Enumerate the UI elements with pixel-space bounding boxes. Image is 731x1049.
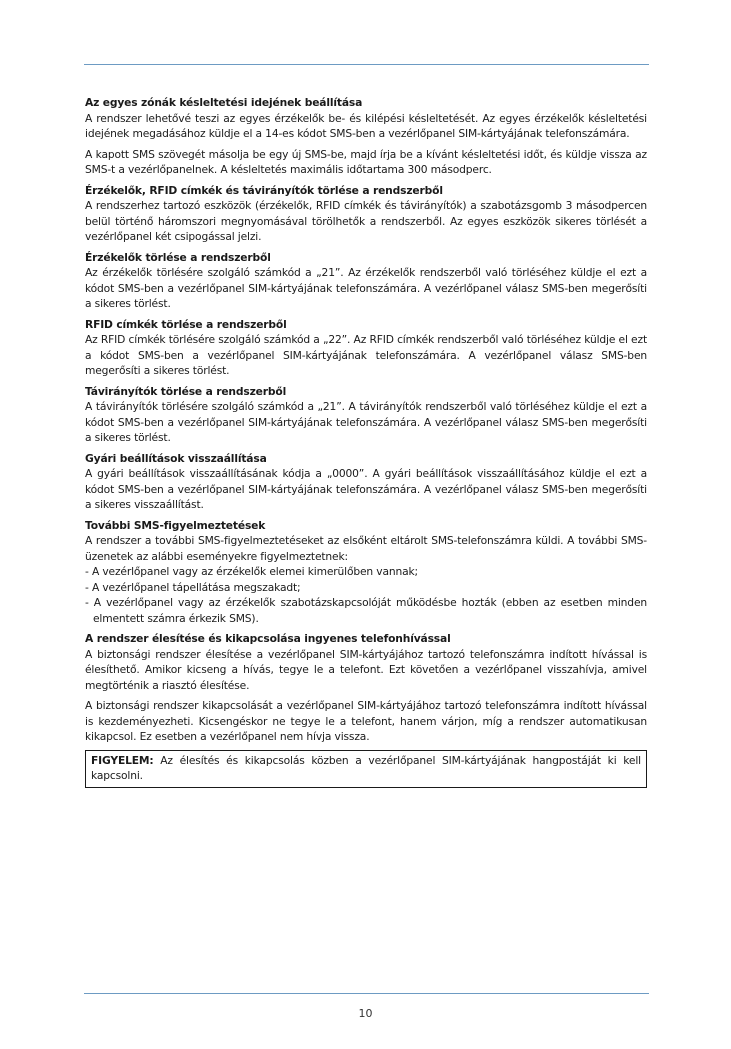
section-heading: Távirányítók törlése a rendszerből [85,384,287,398]
paragraph: A távirányítók törlésére szolgáló számkód a „21”. A távirányítók rendszerből való törléséhez küldje el ezt a kódot SMS-ben a vezérlőpanel SIM-kártyájának telefonszámára. A vezérlőpanel válasz SMS-ben megerősíti a sikeres törlést. [85,400,647,444]
section-rfid-deletion [85,317,647,379]
paragraph: A rendszer lehetővé teszi az egyes érzékelők be- és kilépési késleltetését. Az egyes érzékelők késleltetési idejének megadásához küldje el a 14-es kódot SMS-ben a vezérlőpanel SIM-kártyájának telefonszámára. [85,111,647,140]
warning-box [85,750,647,788]
section-device-deletion [85,183,647,245]
section-sensor-deletion [85,250,647,312]
list-item: - A vezérlőpanel vagy az érzékelők elemei kimerülőben vannak; [85,565,419,578]
warning-label: FIGYELEM: [91,753,154,767]
paragraph: A rendszerhez tartozó eszközök (érzékelők, RFID címkék és távirányítók) a szabotázsgomb 3 másodpercen belül történő háromszori megnyomásával törölhetők a rendszerből. Az egyes eszközök sikeres törlését a vezérlőpanel két csipogással jelzi. [85,199,647,243]
section-call-arming [85,631,647,745]
paragraph: A biztonsági rendszer kikapcsolását a vezérlőpanel SIM-kártyájához tartozó telefonszámra indított hívással is kezdeményezheti. Kicsengéskor ne tegye le a telefont, hanem várjon, míg a rendszer automatikusan kikapcsol. Ez esetben a vezérlőpanel nem hívja vissza. [85,699,647,743]
section-heading: A rendszer élesítése és kikapcsolása ingyenes telefonhívással [85,632,451,645]
section-factory-reset [85,451,647,513]
section-heading: További SMS-figyelmeztetések [85,518,266,532]
section-remote-deletion [85,384,647,446]
list-item: - A vezérlőpanel vagy az érzékelők szabotázskapcsolóját működésbe hozták (ebben az esetben minden elmentett számra érkezik SMS). [85,596,647,625]
warning-text: Az élesítés és kikapcsolás közben a vezérlőpanel SIM-kártyájának hangpostáját ki kell kapcsolni. [91,753,641,782]
section-heading: Gyári beállítások visszaállítása [85,451,267,465]
section-heading: Érzékelők, RFID címkék és távirányítók törlése a rendszerből [85,183,443,197]
list-item: - A vezérlőpanel tápellátása megszakadt; [85,580,301,594]
header-rule [84,64,649,65]
section-heading: Érzékelők törlése a rendszerből [85,250,271,264]
paragraph: Az érzékelők törlésére szolgáló számkód a „21”. Az érzékelők rendszerből való törléséhez küldje el ezt a kódot SMS-ben a vezérlőpanel SIM-kártyájának telefonszámára. A vezérlőpanel válasz SMS-ben megerősíti a sikeres törlést. [85,266,647,310]
paragraph: A kapott SMS szövegét másolja be egy új SMS-be, majd írja be a kívánt késleltetési időt, és küldje vissza az SMS-t a vezérlőpanelnek. A késleltetés maximális időtartama 300 másodperc. [85,147,647,176]
section-zone-delay [85,95,647,178]
section-sms-alerts [85,518,647,627]
page-number: 10 [358,1007,373,1020]
paragraph: Az RFID címkék törlésére szolgáló számkód a „22”. Az RFID címkék rendszerből való törléséhez küldje el ezt a kódot SMS-ben a vezérlőpanel SIM-kártyájának telefonszámára. A vezérlőpanel válasz SMS-ben megerősíti a sikeres törlést. [85,333,647,377]
document-body [85,95,647,788]
paragraph: A gyári beállítások visszaállításának kódja a „0000”. A gyári beállítások visszaállításához küldje el ezt a kódot SMS-ben a vezérlőpanel SIM-kártyájának telefonszámára. A vezérlőpanel válasz SMS-ben megerősíti a sikeres visszaállítást. [85,467,647,511]
alert-list [85,564,647,626]
section-heading: RFID címkék törlése a rendszerből [85,317,287,331]
section-heading: Az egyes zónák késleltetési idejének beállítása [85,96,363,109]
footer-rule [84,993,649,994]
paragraph: A rendszer a további SMS-figyelmeztetéseket az elsőként eltárolt SMS-telefonszámra küldi. A további SMS-üzenetek az alábbi eseményekre figyelmeztetnek: [85,534,647,563]
paragraph: A biztonsági rendszer élesítése a vezérlőpanel SIM-kártyájához tartozó telefonszámra indított hívással is élesíthető. Amikor kicseng a hívás, tegye le a telefont. Ezt követően a vezérlőpanel visszahívja, amivel megtörténik a riasztó élesítése. [85,647,647,692]
